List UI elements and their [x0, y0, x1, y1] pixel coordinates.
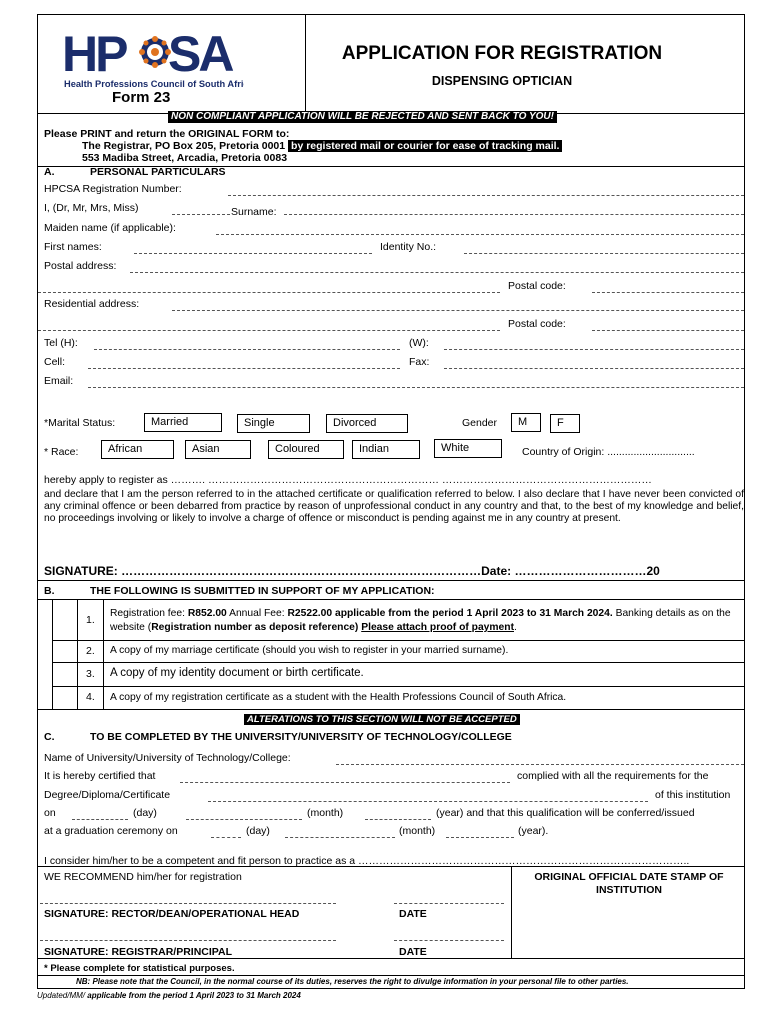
- postal-address-field-2[interactable]: [38, 292, 500, 293]
- apply-line[interactable]: hereby apply to register as ………. ………………………………………………………… ……………………………………………………: [44, 474, 652, 486]
- number-column-right: [103, 599, 104, 709]
- complied-label: complied with all the requirements for the: [517, 770, 709, 782]
- gender-m-box[interactable]: M: [511, 413, 541, 432]
- marital-single-box[interactable]: Single: [237, 414, 310, 433]
- svg-text:HP: HP: [62, 26, 126, 82]
- postal-code-2-label: Postal code:: [508, 318, 566, 330]
- section-b-title: THE FOLLOWING IS SUBMITTED IN SUPPORT OF MY APPLICATION:: [90, 585, 435, 597]
- postal-address-field-1[interactable]: [130, 272, 744, 273]
- of-institution-label: of this institution: [655, 789, 731, 801]
- ceremony-label: at a graduation ceremony on: [44, 825, 178, 837]
- first-names-label: First names:: [44, 241, 102, 253]
- email-label: Email:: [44, 375, 74, 387]
- recommend-top-line: [37, 866, 745, 867]
- section-b-top-line: [37, 580, 745, 581]
- residential-address-field-2[interactable]: [38, 330, 500, 331]
- postal-code-field[interactable]: [592, 292, 744, 293]
- maiden-name-label: Maiden name (if applicable):: [44, 222, 176, 234]
- residential-address-label: Residential address:: [44, 298, 140, 310]
- year-field[interactable]: [365, 819, 431, 820]
- checkbox-item-1[interactable]: [53, 600, 77, 640]
- on-label: on: [44, 807, 56, 819]
- date-1-field[interactable]: [394, 903, 504, 904]
- checkbox-item-4[interactable]: [53, 687, 77, 709]
- month-field[interactable]: [186, 819, 302, 820]
- email-field[interactable]: [88, 387, 744, 388]
- gender-f-box[interactable]: F: [550, 414, 580, 433]
- stamp-area[interactable]: [512, 895, 744, 957]
- return-instruction: Please PRINT and return the ORIGINAL FORM to:: [44, 128, 290, 140]
- section-b-letter: B.: [44, 585, 55, 597]
- tel-home-field[interactable]: [94, 349, 400, 350]
- postal-code-label: Postal code:: [508, 280, 566, 292]
- form-subtitle: DISPENSING OPTICIAN: [431, 74, 573, 88]
- tel-work-field[interactable]: [444, 349, 744, 350]
- recommend-label: WE RECOMMEND him/her for registration: [44, 871, 242, 883]
- item-3-number: 3.: [86, 668, 95, 680]
- cell-field[interactable]: [88, 368, 400, 369]
- marital-married-box[interactable]: Married: [144, 413, 222, 432]
- item-1-text: Registration fee: R852.00 Annual Fee: R2522.00 applicable from the period 1 April 2023 to 31 March 2024. Banking details as on the website (Registration number as deposit reference) Please attach proof of payment.: [110, 608, 731, 633]
- ceremony-day-label: (day): [246, 825, 270, 837]
- tel-work-label: (W):: [409, 337, 429, 349]
- item-2-text: A copy of my marriage certificate (should you wish to register in your married surname).: [110, 645, 509, 656]
- registrar-signature-field[interactable]: [40, 940, 336, 941]
- marital-status-label: *Marital Status:: [44, 417, 116, 429]
- race-coloured-box[interactable]: Coloured: [268, 440, 344, 459]
- head-signature-field[interactable]: [40, 903, 336, 904]
- race-asian-box[interactable]: Asian: [185, 440, 251, 459]
- certified-label: It is hereby certified that: [44, 770, 156, 782]
- item-4-number: 4.: [86, 691, 95, 703]
- applicant-signature-line[interactable]: SIGNATURE: ………………………………………………………………………………Date: ……………………………20: [44, 564, 660, 578]
- updated-note: Updated/MM/ applicable from the period 1 April 2023 to 31 March 2024: [37, 991, 301, 1000]
- title-label: I, (Dr, Mr, Mrs, Miss): [44, 202, 139, 214]
- degree-field[interactable]: [208, 801, 648, 802]
- tel-home-label: Tel (H):: [44, 337, 78, 349]
- first-names-field[interactable]: [134, 253, 372, 254]
- marital-divorced-box[interactable]: Divorced: [326, 414, 408, 433]
- year-conferred-label: (year) and that this qualification will be conferred/issued: [436, 807, 695, 819]
- country-of-origin[interactable]: Country of Origin: ..............................: [522, 446, 695, 458]
- row-line-2: [52, 662, 745, 663]
- university-field[interactable]: [336, 764, 744, 765]
- item-3-text: A copy of my identity document or birth certificate.: [110, 667, 364, 679]
- checkbox-column-right: [77, 599, 78, 709]
- ceremony-year-label: (year).: [518, 825, 549, 837]
- date-1-label: DATE: [399, 908, 427, 920]
- section-c-title: TO BE COMPLETED BY THE UNIVERSITY/UNIVERSITY OF TECHNOLOGY/COLLEGE: [90, 731, 512, 743]
- nb-disclaimer: NB: Please note that the Council, in the normal course of its duties, reserves the right to divulge information in your personal file to other parties.: [76, 977, 629, 986]
- form-title: APPLICATION FOR REGISTRATION: [341, 43, 663, 64]
- postal-address-label: Postal address:: [44, 260, 117, 272]
- gender-label: Gender: [462, 417, 498, 429]
- degree-label: Degree/Diploma/Certificate: [44, 789, 171, 801]
- section-b-bottom-line: [37, 709, 745, 710]
- section-a-letter: A.: [44, 166, 55, 178]
- section-a-title: PERSONAL PARTICULARS: [90, 166, 226, 178]
- race-white-box[interactable]: White: [434, 439, 502, 458]
- item-1-number: 1.: [86, 614, 95, 626]
- checkbox-item-2[interactable]: [53, 641, 77, 662]
- title-field[interactable]: [172, 214, 230, 215]
- checkbox-item-3[interactable]: [53, 663, 77, 686]
- day-field[interactable]: [72, 819, 128, 820]
- competent-statement[interactable]: I consider him/her to be a competent and fit person to practice as a …………………………………………………………………………………..: [44, 855, 690, 867]
- form-number: Form 23: [112, 89, 171, 106]
- head-signature-label: SIGNATURE: RECTOR/DEAN/OPERATIONAL HEAD: [44, 908, 300, 920]
- graduate-name-field[interactable]: [180, 782, 510, 783]
- id-number-label: Identity No.:: [380, 241, 437, 253]
- declaration-text: and declare that I am the person referred to in the attached certificate or qualification referred to below. I also declare that I have never been convicted of any criminal offence or been debarred from practice by reason of unprofessional conduct in any country and that, to the best of my knowledge and belief, no proceedings involving or likely to involve a charge of offence or misconduct is pending against me in any country at present.: [44, 489, 744, 524]
- reg-number-label: HPCSA Registration Number:: [44, 183, 182, 195]
- footer-top-line: [37, 958, 745, 959]
- footer-nb-line: [37, 975, 745, 976]
- date-2-label: DATE: [399, 946, 427, 958]
- reg-number-field[interactable]: [228, 195, 744, 196]
- race-indian-box[interactable]: Indian: [352, 440, 420, 459]
- maiden-name-field[interactable]: [216, 234, 744, 235]
- svg-text:Health Professions Council of: Health Professions Council of South Africa: [64, 79, 244, 89]
- registrar-signature-label: SIGNATURE: REGISTRAR/PRINCIPAL: [44, 946, 233, 958]
- street-address: 553 Madiba Street, Arcadia, Pretoria 0083: [82, 152, 288, 164]
- ceremony-day-field[interactable]: [211, 837, 241, 838]
- fax-label: Fax:: [409, 356, 430, 368]
- hpcsa-logo: [62, 25, 244, 93]
- id-number-field[interactable]: [464, 253, 744, 254]
- svg-text:SA: SA: [168, 26, 232, 82]
- residential-address-field-1[interactable]: [172, 310, 744, 311]
- alterations-banner: ALTERATIONS TO THIS SECTION WILL NOT BE ACCEPTED: [244, 714, 520, 725]
- ceremony-month-field[interactable]: [285, 837, 395, 838]
- surname-label: Surname:: [231, 206, 277, 218]
- cell-label: Cell:: [44, 356, 66, 368]
- item-4-text: A copy of my registration certificate as a student with the Health Professions Council of South Africa.: [110, 692, 567, 703]
- row-line-3: [52, 686, 745, 687]
- statistical-note: * Please complete for statistical purposes.: [44, 963, 235, 974]
- section-c-letter: C.: [44, 731, 55, 743]
- ceremony-month-label: (month): [399, 825, 436, 837]
- race-label: * Race:: [44, 446, 79, 458]
- postal-code-2-field[interactable]: [592, 330, 744, 331]
- rejection-warning: NON COMPLIANT APPLICATION WILL BE REJECTED AND SENT BACK TO YOU!: [168, 111, 557, 123]
- item-2-number: 2.: [86, 645, 95, 657]
- fax-field[interactable]: [444, 368, 744, 369]
- date-2-field[interactable]: [394, 940, 504, 941]
- race-african-box[interactable]: African: [101, 440, 174, 459]
- stamp-label: ORIGINAL OFFICIAL DATE STAMP OF INSTITUTION: [534, 871, 724, 896]
- registrar-address: The Registrar, PO Box 205, Pretoria 0001 by registered mail or courier for ease of tracking mail.: [82, 140, 562, 152]
- month-label: (month): [307, 807, 344, 819]
- section-b-title-line: [37, 599, 745, 600]
- surname-field[interactable]: [284, 214, 744, 215]
- ceremony-year-field[interactable]: [446, 837, 514, 838]
- row-line-1: [52, 640, 745, 641]
- university-label: Name of University/University of Technology/College:: [44, 752, 291, 764]
- day-label: (day): [133, 807, 157, 819]
